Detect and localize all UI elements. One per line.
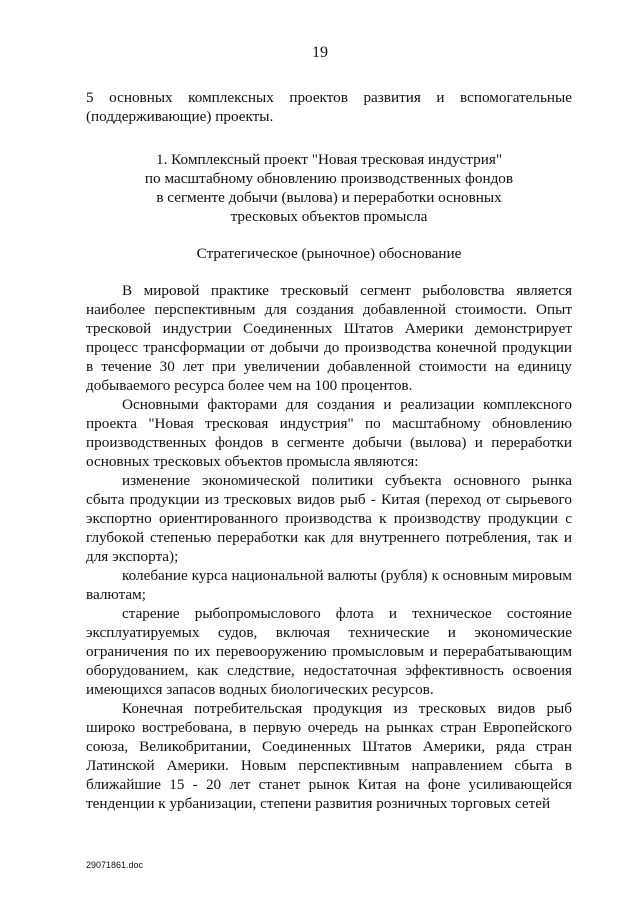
section-heading-line: в сегменте добычи (вылова) и переработки основных [156,189,502,206]
intro-paragraph: 5 основных комплексных проектов развития и вспомогательные (поддерживающие) проекты. [86,89,572,125]
file-footer: 29071861.doc [86,860,144,870]
subsection-heading: Стратегическое (рыночное) обоснование [196,245,462,262]
list-item-paragraph: изменение экономической политики субъекта основного рынка сбыта продукции из тресковых видов рыб - Китая (переход от сырьевого экспортно ориентированного производства к производству продукции с глубокой степенью переработки как для внутреннего потребления, так и для экспорта); [86,472,572,565]
list-item-paragraph: колебание курса национальной валюты (рубля) к основным мировым валютам; [86,567,572,603]
document-body [86,88,572,813]
section-heading [86,150,572,226]
section-heading-line: 1. Комплексный проект "Новая тресковая индустрия" [155,151,503,168]
section-heading-line: по масштабному обновлению производственных фондов [144,170,514,187]
page-number: 19 [312,44,328,61]
list-item-paragraph: старение рыбопромыслового флота и техническое состояние эксплуатируемых судов, включая технические и экономические ограничения по их перевооружению промысловым и перерабатывающим оборудованием, как следствие, недостаточная эффективность освоения имеющихся запасов водных биологических ресурсов. [86,605,572,698]
body-paragraph: Основными факторами для создания и реализации комплексного проекта "Новая тресковая индустрия" по масштабному обновлению производственных фондов в сегменте добычи (вылова) и переработки основных тресковых объектов промысла являются: [86,396,572,470]
body-paragraph: В мировой практике тресковый сегмент рыболовства является наиболее перспективным для создания добавленной стоимости. Опыт тресковой индустрии Соединенных Штатов Америки демонстрирует процесс трансформации от добычи до производства конечной продукции в течение 30 лет при увеличении добавленной стоимости на единицу добываемого ресурса более чем на 100 процентов. [86,282,572,394]
body-paragraph: Конечная потребительская продукция из тресковых видов рыб широко востребована, в первую очередь на рынках стран Европейского союза, Великобритании, Соединенных Штатов Америки, ряда стран Латинской Америки. Новым перспективным направлением сбыта в ближайшие 15 - 20 лет станет рынок Китая на фоне усиливающейся тенденции к урбанизации, степени развития розничных торговых сетей [86,700,572,812]
section-heading-line: тресковых объектов промысла [230,208,428,225]
